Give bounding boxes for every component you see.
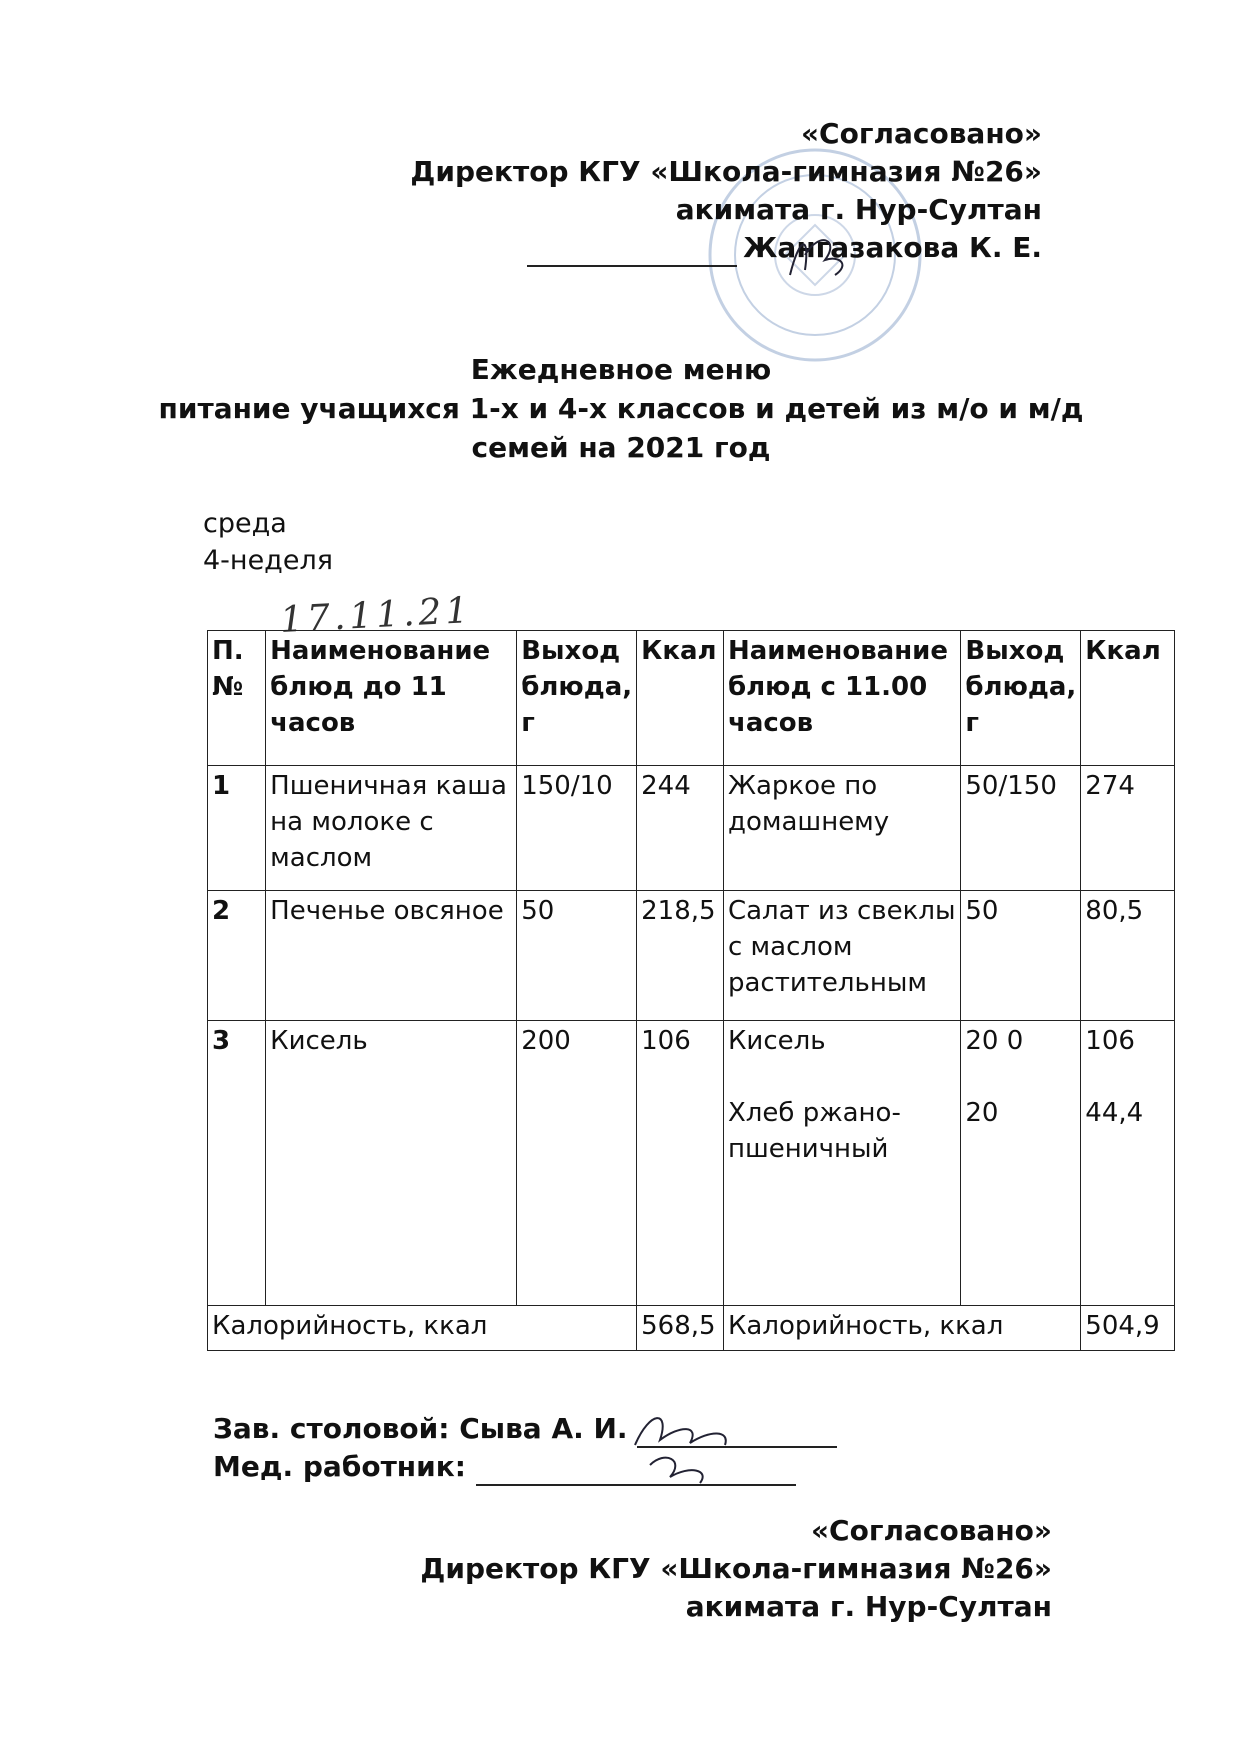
- menu-table: [207, 630, 1175, 1351]
- kcal-before: 106: [637, 1021, 724, 1306]
- approval-block-top: [342, 115, 1042, 267]
- handwritten-date: 17.11.21: [279, 589, 474, 642]
- dish-before: Кисель: [266, 1021, 517, 1306]
- canteen-head-label: Зав. столовой: Сыва А. И.: [213, 1412, 628, 1445]
- output-after: 50/150: [961, 766, 1081, 891]
- kcal-after: 274: [1081, 766, 1175, 891]
- table-row: [208, 1021, 1175, 1306]
- approval-director: Директор КГУ «Школа-гимназия №26»: [420, 1552, 1052, 1585]
- dish-after-cell: [723, 1021, 960, 1306]
- total-label-after: Калорийность, ккал: [723, 1306, 1080, 1351]
- weekday: среда: [203, 508, 287, 539]
- dish-after-bread: Хлеб ржано-пшеничный: [727, 1098, 901, 1164]
- output-after-cell: [961, 1021, 1081, 1306]
- output-before: 50: [517, 891, 637, 1021]
- total-value-before: 568,5: [637, 1306, 724, 1351]
- approval-director: Директор КГУ «Школа-гимназия №26»: [410, 155, 1042, 188]
- dish-before: Пшеничная каша на молоке с маслом: [266, 766, 517, 891]
- approval-heading: «Согласовано»: [800, 117, 1042, 150]
- signature-line: [527, 237, 737, 267]
- output-after-bread: 20: [965, 1098, 999, 1128]
- output-after: 50: [961, 891, 1081, 1021]
- dish-before: Печенье овсяное: [266, 891, 517, 1021]
- document-title: [0, 350, 1242, 467]
- day-info: [203, 505, 333, 579]
- row-number: 3: [208, 1021, 266, 1306]
- header-kcal-1: Ккал: [637, 631, 724, 766]
- kcal-before: 244: [637, 766, 724, 891]
- header-kcal-2: Ккал: [1081, 631, 1175, 766]
- approval-name-line: [342, 229, 1042, 267]
- header-dish-after-11: Наименование блюд с 11.00 часов: [723, 631, 960, 766]
- title-line-2: питание учащихся 1-х и 4-х классов и детей из м/о и м/д: [158, 392, 1084, 425]
- title-line-1: Ежедневное меню: [470, 353, 772, 386]
- table-row: [208, 891, 1175, 1021]
- table-row: [208, 766, 1175, 891]
- medic-label: Мед. работник:: [213, 1450, 466, 1483]
- canteen-head-row: [213, 1410, 843, 1448]
- table-header-row: [208, 631, 1175, 766]
- header-number: П.№: [208, 631, 266, 766]
- output-before: 200: [517, 1021, 637, 1306]
- dish-after: Кисель: [727, 1026, 826, 1056]
- output-after: 20 0: [965, 1026, 1024, 1056]
- total-label-before: Калорийность, ккал: [208, 1306, 637, 1351]
- row-number: 2: [208, 891, 266, 1021]
- table-total-row: [208, 1306, 1175, 1351]
- dish-after: Жаркое по домашнему: [723, 766, 960, 891]
- row-number: 1: [208, 766, 266, 891]
- kcal-before: 218,5: [637, 891, 724, 1021]
- output-before: 150/10: [517, 766, 637, 891]
- approval-akimat: акимата г. Нур-Султан: [685, 1590, 1052, 1623]
- week-number: 4-неделя: [203, 545, 333, 576]
- title-line-3: семей на 2021 год: [471, 431, 771, 464]
- director-signature: [780, 225, 860, 285]
- kcal-after: 80,5: [1081, 891, 1175, 1021]
- kcal-after: 106: [1085, 1026, 1135, 1056]
- header-dish-before-11: Наименование блюд до 11 часов: [266, 631, 517, 766]
- dish-after: Салат из свеклы с маслом растительным: [723, 891, 960, 1021]
- approval-heading: «Согласовано»: [810, 1514, 1052, 1547]
- approval-block-bottom: [352, 1512, 1052, 1626]
- canteen-signature: [630, 1405, 740, 1490]
- signatures-block: [213, 1410, 843, 1486]
- director-name: Жангазакова К. Е.: [743, 231, 1042, 264]
- kcal-after-bread: 44,4: [1085, 1098, 1144, 1128]
- kcal-after-cell: [1081, 1021, 1175, 1306]
- approval-akimat: акимата г. Нур-Султан: [675, 193, 1042, 226]
- header-output-2: Выход блюда, г: [961, 631, 1081, 766]
- medic-row: [213, 1448, 843, 1486]
- header-output-1: Выход блюда, г: [517, 631, 637, 766]
- total-value-after: 504,9: [1081, 1306, 1175, 1351]
